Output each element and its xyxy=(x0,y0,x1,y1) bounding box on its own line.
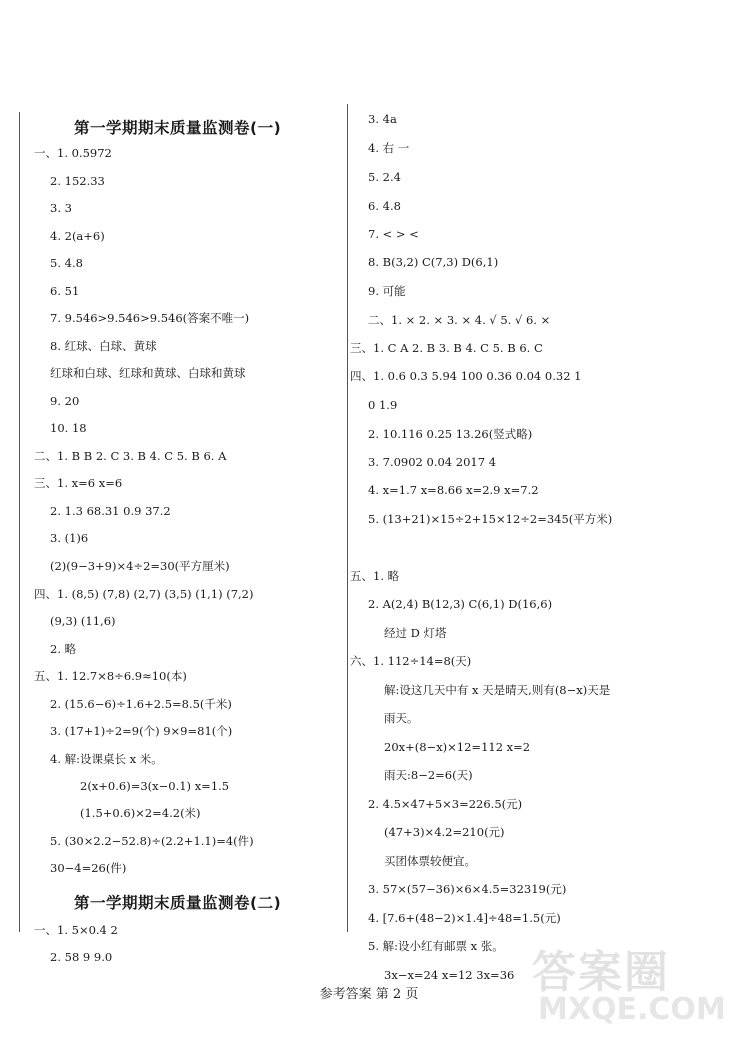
answer-line: 4. 2(a+6) xyxy=(50,229,105,243)
answer-line: 红球和白球、红球和黄球、白球和黄球 xyxy=(50,366,246,380)
answer-line: 一、1. 0.5972 xyxy=(34,146,112,160)
exam-title-2: 第一学期期末质量监测卷(二) xyxy=(74,894,282,912)
answer-line: 5. 4.8 xyxy=(50,256,83,270)
answer-line: 3. 57×(57−36)×6×4.5=32319(元) xyxy=(368,882,567,896)
answer-line: 4. x=1.7 x=8.66 x=2.9 x=7.2 xyxy=(368,483,539,497)
answer-line: 2. (15.6−6)÷1.6+2.5=8.5(千米) xyxy=(50,697,232,711)
exam-title-1: 第一学期期末质量监测卷(一) xyxy=(74,119,282,137)
answer-line: (2)(9−3+9)×4÷2=30(平方厘米) xyxy=(50,559,230,573)
answer-line: 五、1. 略 xyxy=(350,569,400,583)
answer-line: 3. (1)6 xyxy=(50,531,89,545)
answer-line: 10. 18 xyxy=(50,421,87,435)
answer-line: 2(x+0.6)=3(x−0.1) x=1.5 xyxy=(80,779,230,793)
answer-line: 8. 红球、白球、黄球 xyxy=(50,339,157,353)
answer-line: 买团体票较便宜。 xyxy=(384,854,476,868)
answer-line: 2. 略 xyxy=(50,642,77,656)
answer-line: 2. 1.3 68.31 0.9 37.2 xyxy=(50,504,171,518)
answer-line: 6. 51 xyxy=(50,284,80,298)
answer-line: 30−4=26(件) xyxy=(50,861,127,875)
column-divider xyxy=(347,104,348,932)
answer-line: 5. (13+21)×15÷2+15×12÷2=345(平方米) xyxy=(368,512,613,526)
answer-line: 3. 4a xyxy=(368,112,397,126)
answer-line: 2. 4.5×47+5×3=226.5(元) xyxy=(368,797,523,811)
answer-line: 雨天:8−2=6(天) xyxy=(384,768,473,782)
answer-line: 20x+(8−x)×12=112 x=2 xyxy=(384,740,531,754)
answer-line: 4. [7.6+(48−2)×1.4]÷48=1.5(元) xyxy=(368,911,561,925)
answer-line: 五、1. 12.7×8÷6.9≈10(本) xyxy=(34,669,187,683)
answer-line: 7. < > < xyxy=(368,227,419,241)
answer-line: 2. 10.116 0.25 13.26(竖式略) xyxy=(368,427,533,441)
answer-line: 四、1. (8,5) (7,8) (2,7) (3,5) (1,1) (7,2) xyxy=(34,587,254,601)
answer-line: 9. 20 xyxy=(50,394,80,408)
answer-line: 雨天。 xyxy=(384,711,419,725)
answer-line: 3. 7.0902 0.04 2017 4 xyxy=(368,455,497,469)
answer-line: (9,3) (11,6) xyxy=(50,614,116,628)
answer-line: 3. 3 xyxy=(50,201,72,215)
watermark-logo xyxy=(528,934,728,1034)
answer-line: 经过 D 灯塔 xyxy=(384,626,447,640)
answer-line: 5. 2.4 xyxy=(368,170,401,184)
watermark-bottom-text: MXQE.COM xyxy=(538,992,726,1027)
watermark-top-text: 答案圈 xyxy=(532,947,670,998)
answer-line: 7. 9.546>9.546>9.546(答案不唯一) xyxy=(50,311,250,325)
answer-line: 0 1.9 xyxy=(368,398,398,412)
left-margin-rule xyxy=(19,112,20,932)
answer-line: (47+3)×4.2=210(元) xyxy=(384,825,505,839)
answer-line: (1.5+0.6)×2=4.2(米) xyxy=(80,806,201,820)
answer-line: 二、1. × 2. × 3. × 4. √ 5. √ 6. × xyxy=(368,313,551,327)
answer-line: 一、1. 5×0.4 2 xyxy=(34,923,118,937)
answer-line: 四、1. 0.6 0.3 5.94 100 0.36 0.04 0.32 1 xyxy=(350,369,582,383)
answer-line: 3. (17+1)÷2=9(个) 9×9=81(个) xyxy=(50,724,233,738)
answer-line: 六、1. 112÷14=8(天) xyxy=(350,654,472,668)
answer-line: 解:设这几天中有 x 天是晴天,则有(8−x)天是 xyxy=(384,683,611,697)
answer-line: 5. (30×2.2−52.8)÷(2.2+1.1)=4(件) xyxy=(50,834,254,848)
answer-line: 6. 4.8 xyxy=(368,199,401,213)
answer-line: 三、1. x=6 x=6 xyxy=(34,476,123,490)
answer-line: 5. 解:设小红有邮票 x 张。 xyxy=(368,939,504,953)
answer-line: 3x−x=24 x=12 3x=36 xyxy=(384,968,515,982)
answer-line: 二、1. B B 2. C 3. B 4. C 5. B 6. A xyxy=(34,449,227,463)
answer-line: 9. 可能 xyxy=(368,284,406,298)
answer-line: 8. B(3,2) C(7,3) D(6,1) xyxy=(368,255,499,269)
page-footer: 参考答案 第 2 页 xyxy=(319,987,419,1002)
answer-line: 2. A(2,4) B(12,3) C(6,1) D(16,6) xyxy=(368,597,553,611)
answer-line: 2. 152.33 xyxy=(50,174,105,188)
answer-line: 三、1. C A 2. B 3. B 4. C 5. B 6. C xyxy=(350,341,543,355)
answer-line: 4. 解:设课桌长 x 米。 xyxy=(50,752,163,766)
answer-line: 4. 右 一 xyxy=(368,141,410,155)
answer-line: 2. 58 9 9.0 xyxy=(50,950,113,964)
